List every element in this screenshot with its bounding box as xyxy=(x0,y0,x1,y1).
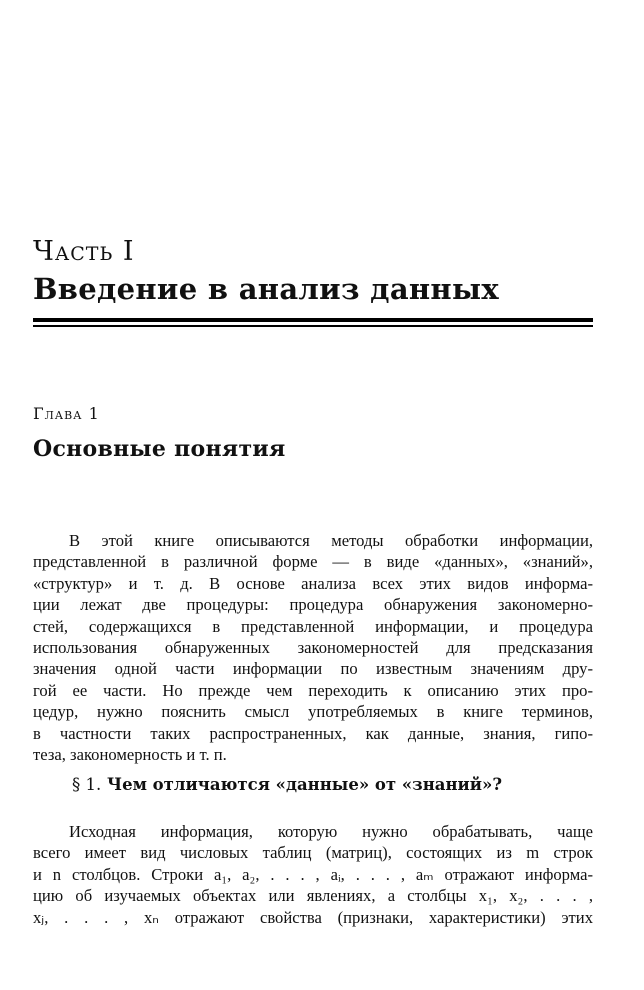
chapter-label: Глава 1 xyxy=(33,404,100,423)
section-paragraph xyxy=(33,821,593,928)
paragraph-line: в частности таких распространенных, как данные, знания, гипо- xyxy=(33,723,593,743)
paragraph-line: всего имеет вид числовых таблиц (матриц), состоящих из m строк xyxy=(33,843,593,863)
chapter-title: Основные понятия xyxy=(33,436,286,462)
paragraph-line: значения одной части информации по известным значениям дру- xyxy=(33,659,593,679)
paragraph-line: теза, закономерность и т. п. xyxy=(33,744,227,764)
part-rule-thin xyxy=(33,325,593,327)
part-label: Часть I xyxy=(33,236,135,267)
part-rule-thick xyxy=(33,318,593,322)
paragraph-line: использования обнаруженных закономерностей для предсказания xyxy=(33,637,593,657)
paragraph-line: представленной в различной форме — в виде «данных», «знаний», xyxy=(33,552,593,572)
paragraph-line: гой ее части. Но прежде чем переходить к описанию этих про- xyxy=(33,680,593,700)
paragraph-line: цедур, нужно пояснить смысл употребляемых в книге терминов, xyxy=(33,702,593,722)
paragraph-line: цию об изучаемых объектах или явлениях, а столбцы x₁, x₂, . . . , xyxy=(33,886,593,906)
section-number: § 1. xyxy=(72,775,102,794)
paragraph-line: «структур» и т. д. В основе анализа всех этих видов информа- xyxy=(33,573,593,593)
paragraph-line: и n столбцов. Строки a₁, a₂, . . . , aᵢ, . . . , aₘ отражают информа- xyxy=(33,864,593,884)
section-title: Чем отличаются «данные» от «знаний»? xyxy=(107,775,503,794)
intro-paragraph xyxy=(33,530,593,765)
paragraph-line: стей, содержащихся в представленной информации, и процедура xyxy=(33,616,593,636)
paragraph-line: Исходная информация, которую нужно обрабатывать, чаще xyxy=(69,822,593,841)
paragraph-line: ции лежат две процедуры: процедура обнаружения закономерно- xyxy=(33,595,593,615)
part-title: Введение в анализ данных xyxy=(33,272,499,306)
paragraph-line: xⱼ, . . . , xₙ отражают свойства (признаки, характеристики) этих xyxy=(33,907,593,927)
paragraph-line: В этой книге описываются методы обработки информации, xyxy=(69,531,593,550)
section-heading xyxy=(72,775,502,794)
